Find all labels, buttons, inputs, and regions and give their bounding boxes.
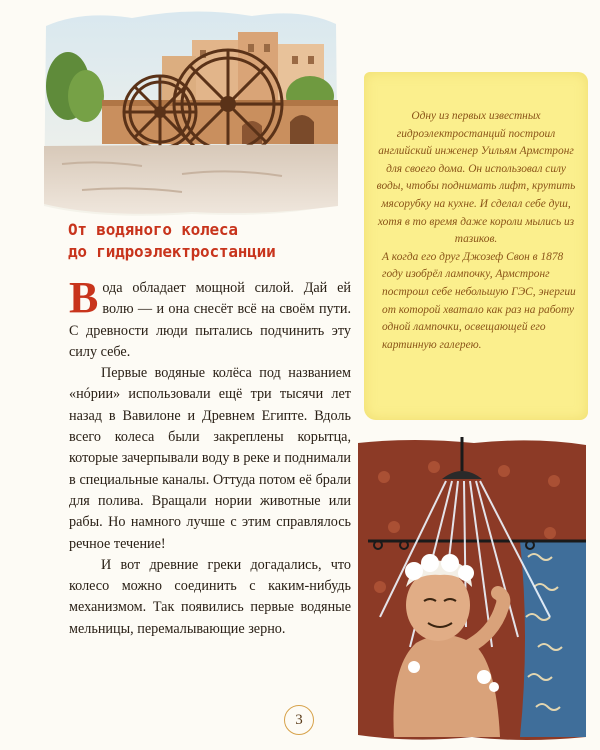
section-title [68, 219, 358, 263]
paragraph-text: ода обладает мощной силой. Дай ей волю — и она снесёт всё на своём пути. С древности люди пытались подчинить эту силу себе. [69, 280, 351, 360]
sidebar-paragraph: А когда его друг Джозеф Свон в 1878 году изобрёл лампочку, Армстронг построил себе небольшую ГЭС, энергии от которой хватало как раз на работу одной лампочки, освещающей его картинную галерею. [382, 250, 576, 351]
noria-water-wheel-illustration [42, 4, 340, 224]
body-paragraph [69, 273, 351, 363]
sidebar-fact-box [364, 72, 588, 420]
sidebar-text [374, 108, 578, 354]
body-text [69, 273, 351, 640]
section-title-line: От водяного колеса [68, 220, 238, 239]
drop-cap: В [69, 273, 99, 322]
body-paragraph: И вот древние греки догадались, что колесо можно соединить с каким-нибудь механизмом. Так появились первые водяные мельницы, перемалывающие зерно. [69, 556, 351, 637]
sidebar-paragraph: Одну из первых известных гидроэлектростанций построил английский инженер Уильям Армстронг для своего дома. Он использовал силу воды, чтобы поднимать лифт, крутить мясорубку на кухне. И сделал себе душ, хотя в то время даже короли мылись из тазиков. [376, 110, 576, 246]
shower-illustration [354, 437, 590, 743]
body-paragraph: Первые водяные колёса под названием «нóрии» использовали ещё три тысячи лет назад в Вавилоне и Древнем Египте. Вдоль всего колеса были закреплены корытца, которые зачерпывали воду в реке и поднимали в специальные каналы. Оттуда потом её брали для полива. Вращали нории животные или рабы. Но намного лучше с этим справлялось речное течение! [69, 365, 351, 552]
section-title-line: до гидроэлектростанции [68, 242, 276, 261]
page-number: 3 [284, 705, 314, 735]
